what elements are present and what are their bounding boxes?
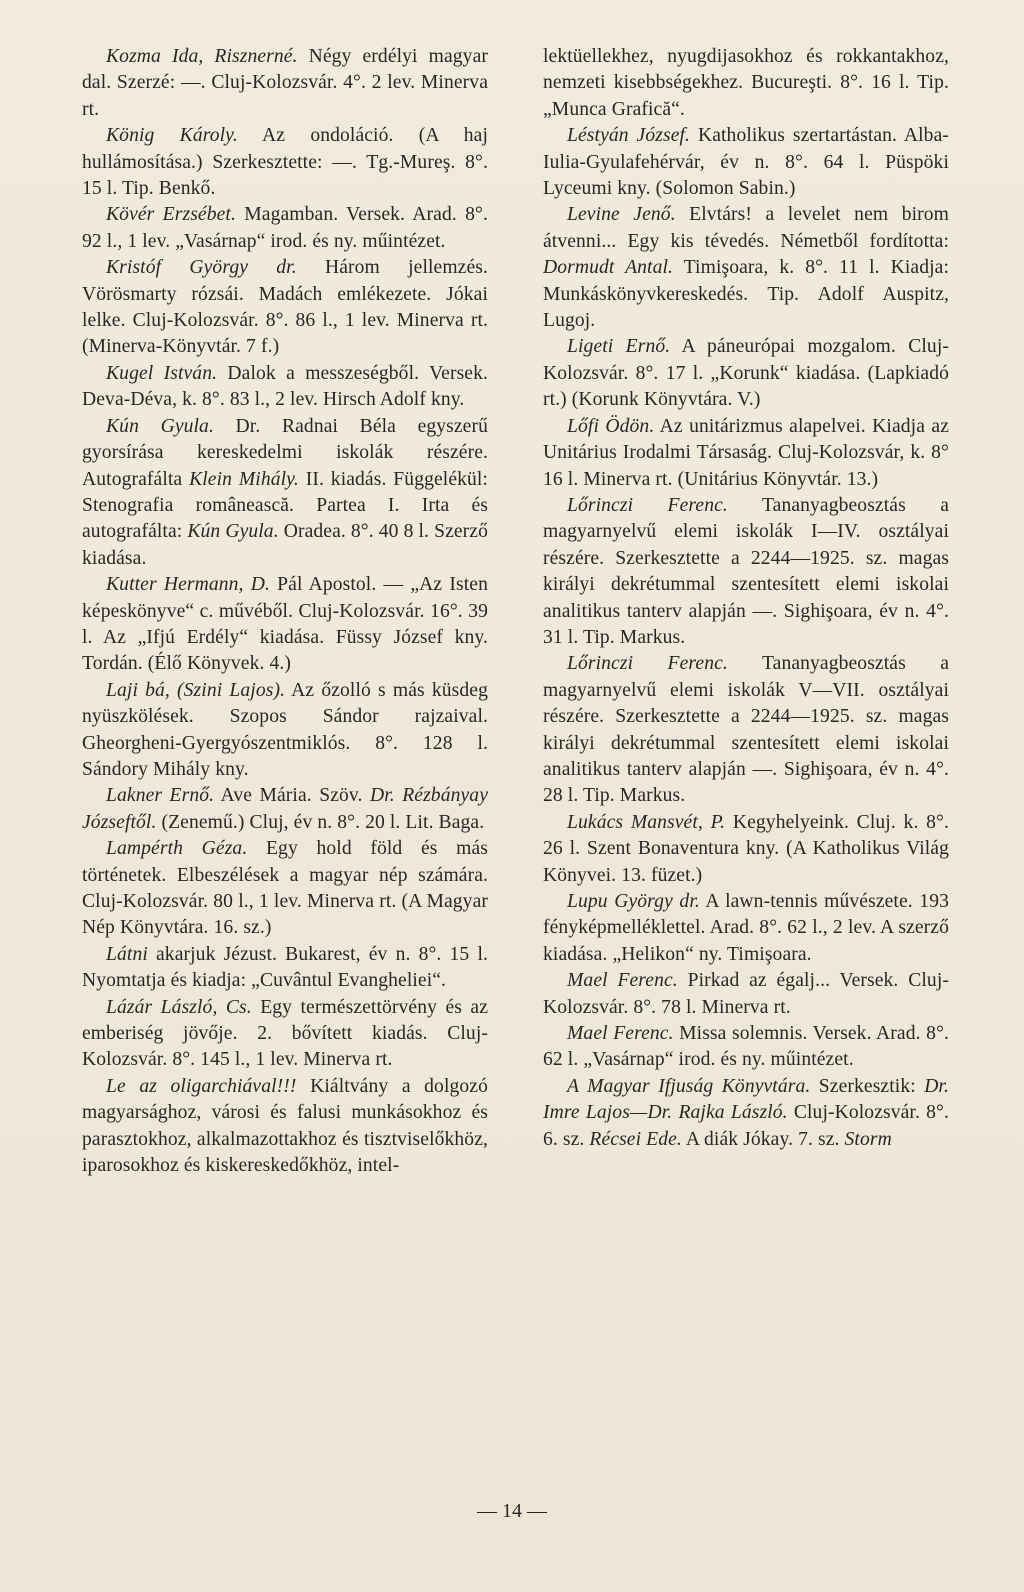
entry-text: Oradea. 8°. 40 8 l. Szerző kiadása. — [82, 521, 488, 569]
bibliography-entry — [82, 942, 488, 995]
entry-text: Cluj-Kolozsvár. 8°. 6. sz. — [543, 1102, 949, 1150]
bibliography-entry — [82, 361, 488, 414]
entry-text: Missa solemnis. Versek. Arad. 8°. 62 l. „Vasárnap“ irod. és ny. műintézet. — [543, 1023, 950, 1071]
entry-author: Ligeti Ernő. — [567, 336, 671, 358]
bibliography-entry — [543, 968, 949, 1021]
bibliography-entry-continuation — [543, 44, 949, 123]
entry-text: Az unitárizmus alapelvei. Kiadja az Unitárius Irodalmi Társaság. Cluj-Kolozsvár, k. 8° 16 l. Minerva rt. (Unitárius Könyvtár. 13.) — [543, 415, 949, 490]
entry-text: Pál Apostol. — „Az Isten képeskönyve“ c. művéből. Cluj-Kolozsvár. 16°. 39 l. Az „Ifjú Erdély“ kiadása. Füssy József kny. Tordán. (Élő Könyvek. 4.) — [82, 574, 488, 675]
entry-author: Dr. Imre Lajos—Dr. Rajka László. — [543, 1075, 949, 1124]
entry-text: Pirkad az égalj... Versek. Cluj-Kolozsvár. 8°. 78 l. Minerva rt. — [543, 970, 949, 1018]
entry-author: Dormudt Antal. — [543, 257, 674, 279]
bibliography-entry — [543, 651, 949, 809]
entry-author: Kutter Hermann, D. — [106, 574, 270, 596]
entry-author: Lampérth Géza. — [106, 838, 248, 860]
bibliography-entry — [82, 44, 488, 123]
entry-text: Egy természettörvény és az emberiség jövője. 2. bővített kiadás. Cluj-Kolozsvár. 8°. 145 l., 1 lev. Minerva rt. — [82, 996, 488, 1071]
entry-author: König Károly. — [106, 125, 238, 147]
entry-text: Kiáltvány a dolgozó magyarsághoz, városi és falusi munkásokhoz és parasztokhoz, alkalmazottakhoz és tisztviselőkhöz, iparosokhoz és kiskereskedőkhöz, intel- — [82, 1075, 488, 1177]
bibliography-entry — [543, 493, 949, 651]
entry-author: Lőrinczi Ferenc. — [567, 653, 728, 675]
entry-author: Klein Mihály. — [189, 468, 299, 490]
page-number: — 14 — — [477, 1500, 547, 1522]
bibliography-entry — [82, 1074, 488, 1180]
entry-text: Tananyagbeosztás a magyarnyelvű elemi iskolák V—VII. osztályai részére. Szerkesztette a 2244—1925. sz. magas királyi dekrétummal szentesített elemi iskolai analitikus tanterv alapján —. Sighişoara, év n. 4°. 28 l. Tip. Markus. — [543, 653, 949, 807]
bibliography-entry — [543, 1021, 949, 1074]
entry-text: A lawn-tennis művészete. 193 fényképmelléklettel. Arad. 8°. 62 l., 2 lev. A szerző kiadása. „Helikon“ ny. Timişoara. — [543, 891, 949, 965]
entry-author: Léstyán József. — [567, 125, 691, 147]
entry-text: Dr. Radnai Béla egyszerű gyorsírása kereskedelmi iskolák részére. Autografálta — [82, 415, 488, 490]
bibliography-entry — [543, 202, 949, 334]
entry-text: A diák Jókay. 7. sz. — [681, 1128, 845, 1150]
entry-text: Tananyagbeosztás a magyarnyelvű elemi iskolák I—IV. osztályai részére. Szerkesztette a 2244—1925. sz. magas királyi dekrétummal szentesített elemi iskolai analitikus tanterv alapján —. Sighişoara, év n. 4°. 31 l. Tip. Markus. — [543, 494, 949, 648]
entry-author: Lázár László, Cs. — [106, 996, 252, 1018]
bibliography-entry — [82, 123, 488, 202]
bibliography-entry — [543, 123, 949, 202]
entry-author: Levine Jenő. — [567, 204, 676, 226]
entry-text: Dalok a messzeségből. Versek. Deva-Déva, k. 8°. 83 l., 2 lev. Hirsch Adolf kny. — [82, 362, 488, 411]
entry-author: Lupu György dr. — [567, 891, 700, 912]
bibliography-entry — [82, 836, 488, 942]
entry-text: Szerkesztik: — [810, 1075, 925, 1097]
bibliography-entry — [543, 810, 949, 889]
entry-text: Kegyhelyeink. Cluj. k. 8°. 26 l. Szent Bonaventura kny. (A Katholikus Világ Könyvei. 13. füzet.) — [543, 811, 949, 886]
entry-author: Kozma Ida, Risznerné. — [106, 46, 298, 67]
bibliography-entry — [543, 414, 949, 493]
bibliography-entry — [82, 414, 488, 572]
entry-text: akarjuk Jézust. Bukarest, év n. 8°. 15 l. Nyomtatja és kiadja: „Cuvântul Evangheliei“. — [82, 943, 488, 992]
bibliography-entry — [82, 783, 488, 836]
bibliography-entry — [82, 202, 488, 255]
entry-text: Az ondoláció. (A haj hullámosítása.) Szerkesztette: —. Tg.-Mureş. 8°. 15 l. Tip. Benkő. — [82, 125, 489, 200]
bibliography-entry — [82, 572, 488, 678]
bibliography-entry — [543, 889, 949, 968]
entry-author: Lőrinczi Ferenc. — [567, 494, 728, 516]
entry-author: Lőfi Ödön. — [567, 415, 655, 437]
left-column — [82, 44, 488, 1179]
bibliography-entry — [82, 995, 488, 1074]
entry-text: (Zenemű.) Cluj, év n. 8°. 20 l. Lit. Baga. — [156, 811, 485, 833]
entry-author: Lakner Ernő. — [106, 785, 215, 807]
bibliography-entry — [543, 334, 949, 413]
entry-author: Le az oligarchiával!!! — [106, 1075, 297, 1097]
entry-author: Kún Gyula. — [187, 521, 279, 543]
entry-text: Az őzolló s más küsdeg nyüszkölések. Szopos Sándor rajzaival. Gheorgheni-Gyergyószentmiklós. 8°. 128 l. Sándory Mihály kny. — [82, 679, 488, 780]
entry-text: Ave Mária. Szöv. — [214, 785, 370, 807]
bibliography-entry — [82, 678, 488, 784]
entry-author: Kristóf György dr. — [106, 257, 297, 279]
entry-author: Mael Ferenc. — [567, 970, 678, 992]
entry-text: Négy erdélyi magyar dal. Szerzé: —. Cluj-Kolozsvár. 4°. 2 lev. Minerva rt. — [82, 46, 488, 120]
entry-text: Timişoara, k. 8°. 11 l. Kiadja: Munkáskönyvkereskedés. Tip. Adolf Auspitz, Lugoj. — [543, 257, 949, 332]
entry-text: A páneurópai mozgalom. Cluj-Kolozsvár. 8°. 17 l. „Korunk“ kiadása. (Lapkiadó rt.) (Korunk Könyvtára. V.) — [543, 336, 949, 411]
entry-author: Lukács Mansvét, P. — [567, 811, 726, 833]
entry-text: Elvtárs! a levelet nem birom átvenni... Egy kis tévedés. Németből fordította: — [543, 204, 949, 252]
entry-text: Katholikus szertartástan. Alba-Iulia-Gyulafehérvár, év n. 8°. 64 l. Püspöki Lyceumi kny. (Solomon Sabin.) — [543, 125, 949, 200]
entry-text: II. kiadás. Függelékül: Stenografia românească. Partea I. Irta és autografálta: — [82, 468, 489, 543]
entry-author: Dr. Rézbányay Józseftől. — [82, 785, 488, 833]
entry-text: Egy hold föld és más történetek. Elbeszélések a magyar nép számára. Cluj-Kolozsvár. 80 l., 1 lev. Minerva rt. (A Magyar Nép Könyvtára. 16. sz.) — [82, 838, 489, 939]
entry-author: Mael Ferenc. — [567, 1023, 674, 1045]
entry-author: Récsei Ede. — [589, 1128, 682, 1150]
bibliography-entry — [82, 255, 488, 361]
right-column — [543, 44, 949, 1153]
entry-author: Kugel István. — [106, 362, 218, 384]
bibliography-entry — [543, 1074, 949, 1153]
entry-author: Laji bá, (Szini Lajos). — [106, 679, 286, 701]
entry-author: Kún Gyula. — [106, 415, 214, 437]
entry-author: A Magyar Ifjuság Könyvtára. — [567, 1075, 811, 1097]
entry-author: Storm — [844, 1128, 892, 1150]
entry-author: Látni — [106, 943, 148, 965]
entry-text: Három jellemzés. Vörösmarty rózsái. Madách emlékezete. Jókai lelke. Cluj-Kolozsvár. 8°. 86 l., 1 lev. Minerva rt. (Minerva-Könyvtár. 7 f.) — [82, 257, 488, 358]
entry-text: lektüellekhez, nyugdijasokhoz és rokkantakhoz, nemzeti kisebbségekhez. Bucureşti. 8°. 16 l. Tip. „Munca Grafică“. — [543, 46, 949, 120]
entry-text: Magamban. Versek. Arad. 8°. 92 l., 1 lev. „Vasárnap“ irod. és ny. műintézet. — [82, 204, 488, 252]
entry-author: Kövér Erzsébet. — [106, 204, 236, 226]
